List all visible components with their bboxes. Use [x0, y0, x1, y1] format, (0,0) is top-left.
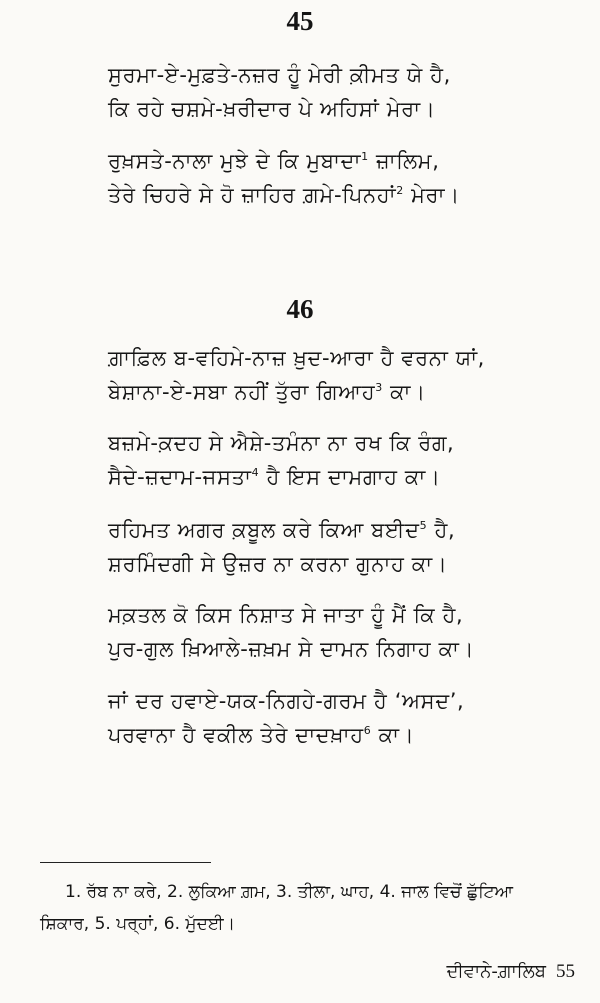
- ghazal-number: 45: [286, 6, 314, 36]
- couplet: [0, 598, 600, 666]
- page-number: 55: [556, 961, 575, 982]
- footnote-divider: [40, 862, 211, 863]
- couplet: [0, 426, 600, 494]
- verse-line: [0, 513, 600, 547]
- footnote-marker: 3: [375, 381, 383, 394]
- footnote-marker: 4: [251, 466, 260, 479]
- verse-line: ਬਜ਼ਮੇ-ਕ਼ਦਹ ਸੇ ਐਸ਼ੇ-ਤਮੰਨਾ ਨਾ ਰਖ ਕਿ ਰੰਗ,: [108, 431, 455, 455]
- footnote-line: ਸ਼ਿਕਾਰ, 5. ਪਰ੍ਹਾਂ, 6. ਮੁੱਦਈ।: [40, 914, 236, 934]
- verse-text: ਰਹਿਮਤ ਅਗਰ ਕ਼ਬੂਲ ਕਰੇ ਕਿਆ ਬਈਦ: [108, 518, 420, 542]
- footnotes: [40, 876, 580, 940]
- verse-text: ਹੈ,: [427, 518, 456, 542]
- verse-text: ਮੇਰਾ।: [403, 183, 460, 207]
- verse-text: ਕਾ।: [382, 380, 426, 404]
- couplet: [0, 144, 600, 212]
- verse-line: ਗ਼ਾਫ਼ਿਲ ਬ-ਵਹਿਮੇ-ਨਾਜ਼ ਖ਼ੁਦ-ਆਰਾ ਹੈ ਵਰਨਾ ਯਾਂ,: [108, 346, 485, 370]
- ghazal-number: 46: [286, 294, 314, 324]
- verse-line: ਜਾਂ ਦਰ ਹਵਾਏ-ਯਕ-ਨਿਗਹੇ-ਗਰਮ ਹੈ ‘ਅਸਦ’,: [108, 689, 465, 713]
- verse-line: ਮਕ਼ਤਲ ਕੋ ਕਿਸ ਨਿਸ਼ਾਤ ਸੇ ਜਾਤਾ ਹੂੰ ਮੈਂ ਕਿ ਹੈ,: [108, 603, 464, 627]
- verse-line: [0, 460, 600, 494]
- verse-line: [0, 144, 600, 178]
- verse-line: ਸ਼ਰਮਿੰਦਗੀ ਸੇ ਉਜ਼ਰ ਨਾ ਕਰਨਾ ਗੁਨਾਹ ਕਾ।: [108, 552, 448, 576]
- verse-text: ਕਾ।: [371, 723, 415, 747]
- footnote-marker: 2: [396, 184, 404, 197]
- verse-text: ਜ਼ਾਲਿਮ,: [368, 149, 440, 173]
- verse-text: ਸੈਦੇ-ਜ਼ਦਾਮ-ਜਸਤਾ: [108, 465, 252, 489]
- running-footer: [446, 960, 575, 984]
- verse-line: [0, 375, 600, 409]
- couplet: [0, 513, 600, 581]
- verse-text: ਰੁਖ਼ਸਤੇ-ਨਾਲਾ ਮੁਝੇ ਦੇ ਕਿ ਮੁਬਾਦਾ: [108, 149, 362, 173]
- verse-line: [0, 178, 600, 212]
- couplet: [0, 341, 600, 409]
- verse-line: ਸੁਰਮਾ-ਏ-ਮੁਫ਼ਤੇ-ਨਜ਼ਰ ਹੂੰ ਮੇਰੀ ਕ਼ੀਮਤ ਯੇ ਹੈ,: [108, 63, 451, 87]
- couplet: [0, 58, 600, 126]
- verse-line: ਪੁਰ-ਗੁਲ ਖ਼ਿਆਲੇ-ਜ਼ਖ਼ਮ ਸੇ ਦਾਮਨ ਨਿਗਾਹ ਕਾ।: [108, 637, 475, 661]
- verse-line: ਕਿ ਰਹੇ ਚਸ਼ਮੇ-ਖ਼ਰੀਦਾਰ ਪੇ ਅਹਿਸਾਂ ਮੇਰਾ।: [108, 97, 436, 121]
- verse-text: ਪਰਵਾਨਾ ਹੈ ਵਕੀਲ ਤੇਰੇ ਦਾਦਖ਼ਾਹ: [108, 723, 364, 747]
- verse-text: ਬੇਸ਼ਾਨਾ-ਏ-ਸਬਾ ਨਹੀਂ ਤੁੱਰਾ ਗਿਆਹ: [108, 380, 376, 404]
- verse-text: ਤੇਰੇ ਚਿਹਰੇ ਸੇ ਹੋ ਜ਼ਾਹਿਰ ਗ਼ਮੇ-ਪਿਨਹਾਂ: [108, 183, 397, 207]
- couplet: [0, 684, 600, 752]
- verse-line: [0, 718, 600, 752]
- footnote-marker: 5: [419, 519, 428, 532]
- footnote-marker: 1: [361, 150, 369, 163]
- verse-text: ਹੈ ਇਸ ਦਾਮਗਾਹ ਕਾ।: [259, 465, 441, 489]
- footnote-line: 1. ਰੱਬ ਨਾ ਕਰੇ, 2. ਲੁਕਿਆ ਗ਼ਮ, 3. ਤੀਲਾ, ਘਾਹ, 4. ਜਾਲ ਵਿਚੋਂ ਛੁੱਟਿਆ: [65, 882, 514, 902]
- book-title: ਦੀਵਾਨੇ-ਗ਼ਾਲਿਬ: [446, 961, 546, 982]
- footnote-marker: 6: [363, 724, 372, 737]
